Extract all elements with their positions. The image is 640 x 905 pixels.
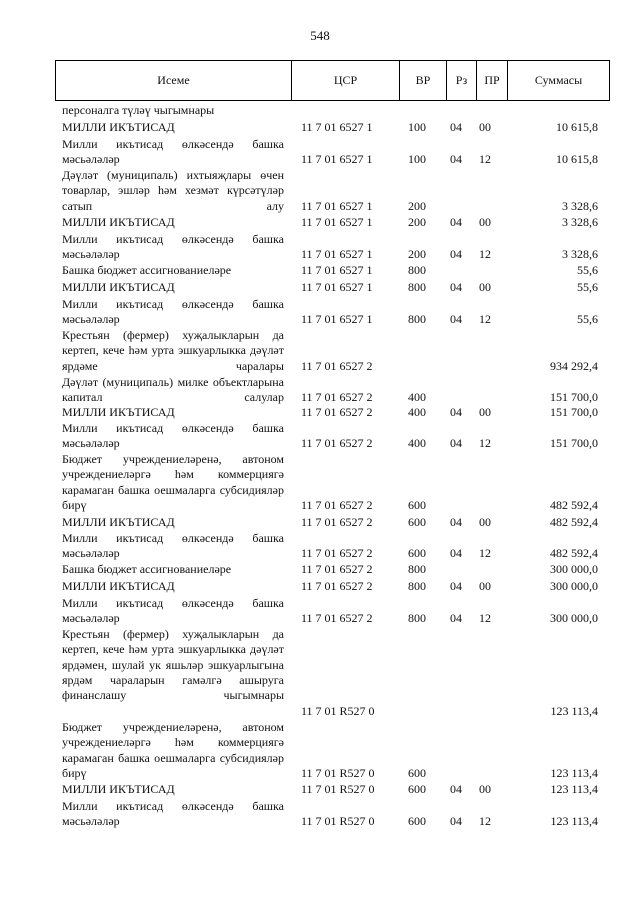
row-rz: 04	[450, 579, 462, 593]
row-name: Милли икътисад өлкәсендә башка мәсьәләләр	[62, 531, 284, 561]
table-row	[0, 375, 640, 406]
row-name: МИЛЛИ ИКЪТИСАД	[62, 515, 175, 529]
row-vr: 800	[408, 579, 426, 593]
table-row	[0, 562, 640, 577]
row-vr: 600	[408, 765, 426, 780]
row-vr: 400	[408, 405, 426, 419]
row-sum: 55,6	[577, 280, 598, 294]
table-row	[0, 515, 640, 530]
table-row	[0, 405, 640, 420]
row-pr: 12	[479, 247, 491, 262]
row-name: Крестьян (фермер) хуҗалыкларын да кертеп, кече һәм урта эшкуарлыкка дәүләт ярдәмен, шулай ук яшьләр эшкуарлыгына ярдәм чараларын гамәлгә ашыруга финанслашу чыгымнары	[62, 627, 284, 703]
table-row	[0, 232, 640, 263]
header-pr: ПР	[477, 61, 508, 100]
row-name: Милли икътисад өлкәсендә башка мәсьәләләр	[62, 232, 284, 262]
row-rz: 04	[450, 280, 462, 294]
table-row	[0, 799, 640, 830]
table-row	[0, 531, 640, 562]
row-pr: 12	[479, 814, 491, 829]
row-vr: 600	[408, 814, 426, 829]
row-name: МИЛЛИ ИКЪТИСАД	[62, 405, 175, 419]
row-csr: 11 7 01 6527 1	[301, 280, 373, 294]
row-csr: 11 7 01 6527 1	[301, 247, 373, 262]
row-vr: 600	[408, 782, 426, 796]
row-csr: 11 7 01 6527 1	[301, 198, 373, 213]
row-rz: 04	[450, 436, 462, 451]
row-sum: 3 328,6	[562, 198, 598, 213]
row-vr: 200	[408, 215, 426, 229]
row-csr: 11 7 01 6527 2	[301, 405, 373, 419]
row-sum: 482 592,4	[550, 515, 598, 529]
row-name: персоналга түләү чыгымнары	[62, 103, 215, 117]
row-sum: 3 328,6	[562, 247, 598, 262]
row-rz: 04	[450, 152, 462, 167]
row-sum: 300 000,0	[550, 579, 598, 593]
row-name: МИЛЛИ ИКЪТИСАД	[62, 280, 175, 294]
header-name: Исеме	[56, 61, 292, 100]
row-pr: 12	[479, 546, 491, 561]
header-rz: Рз	[447, 61, 477, 100]
row-rz: 04	[450, 247, 462, 262]
header-csr: ЦСР	[292, 61, 400, 100]
row-name: Башка бюджет ассигнованиеләре	[62, 263, 232, 277]
row-csr: 11 7 01 6527 2	[301, 562, 373, 576]
row-sum: 934 292,4	[550, 358, 598, 373]
row-sum: 10 615,8	[556, 152, 598, 167]
row-sum: 3 328,6	[562, 215, 598, 229]
row-sum: 55,6	[577, 263, 598, 277]
row-csr: 11 7 01 R527 0	[301, 765, 375, 780]
row-pr: 12	[479, 312, 491, 327]
row-name: Крестьян (фермер) хуҗалыкларын да кертеп, кече һәм урта эшкуарлыкка дәүләт ярдәме чаралары	[62, 328, 284, 373]
table-row	[0, 280, 640, 295]
table-row	[0, 328, 640, 374]
row-sum: 482 592,4	[550, 546, 598, 561]
row-pr: 00	[479, 280, 491, 294]
table-row	[0, 297, 640, 328]
header-vr: ВР	[400, 61, 447, 100]
row-pr: 00	[479, 579, 491, 593]
row-pr: 12	[479, 436, 491, 451]
row-pr: 00	[479, 515, 491, 529]
row-name: Милли икътисад өлкәсендә башка мәсьәләләр	[62, 421, 284, 451]
row-name: Милли икътисад өлкәсендә башка мәсьәләләр	[62, 137, 284, 167]
row-csr: 11 7 01 R527 0	[301, 703, 375, 718]
row-rz: 04	[450, 120, 462, 134]
row-sum: 123 113,4	[550, 782, 598, 796]
row-vr: 400	[408, 390, 426, 405]
table-row	[0, 120, 640, 135]
row-rz: 04	[450, 814, 462, 829]
table-row	[0, 168, 640, 214]
table-row	[0, 720, 640, 781]
row-sum: 10 615,8	[556, 120, 598, 134]
page-number: 548	[310, 28, 330, 43]
row-name: Башка бюджет ассигнованиеләре	[62, 562, 232, 576]
row-sum: 151 700,0	[550, 405, 598, 419]
row-vr: 200	[408, 247, 426, 262]
row-csr: 11 7 01 6527 1	[301, 120, 373, 134]
row-sum: 55,6	[577, 312, 598, 327]
row-vr: 100	[408, 120, 426, 134]
row-csr: 11 7 01 6527 2	[301, 611, 373, 626]
row-name: МИЛЛИ ИКЪТИСАД	[62, 782, 175, 796]
table-row	[0, 103, 640, 118]
row-name: МИЛЛИ ИКЪТИСАД	[62, 120, 175, 134]
row-rz: 04	[450, 405, 462, 419]
row-csr: 11 7 01 6527 2	[301, 515, 373, 529]
table-row	[0, 579, 640, 594]
row-csr: 11 7 01 6527 2	[301, 358, 373, 373]
table-row	[0, 782, 640, 797]
row-rz: 04	[450, 546, 462, 561]
table-row	[0, 137, 640, 168]
row-sum: 482 592,4	[550, 497, 598, 512]
row-pr: 12	[479, 611, 491, 626]
row-csr: 11 7 01 R527 0	[301, 782, 375, 796]
row-csr: 11 7 01 6527 1	[301, 312, 373, 327]
row-rz: 04	[450, 215, 462, 229]
row-csr: 11 7 01 6527 2	[301, 579, 373, 593]
table-header	[55, 60, 610, 101]
row-vr: 100	[408, 152, 426, 167]
header-sum: Суммасы	[534, 73, 583, 87]
row-name: Дәүләт (муниципаль) ихтыяҗлары өчен товарлар, эшләр һәм хезмәт күрсәтүләр сатып алу	[62, 168, 284, 213]
row-pr: 00	[479, 405, 491, 419]
row-name: Милли икътисад өлкәсендә башка мәсьәләләр	[62, 596, 284, 626]
row-sum: 123 113,4	[550, 814, 598, 829]
table-row	[0, 596, 640, 627]
row-rz: 04	[450, 782, 462, 796]
row-vr: 800	[408, 263, 426, 277]
row-vr: 800	[408, 611, 426, 626]
row-rz: 04	[450, 515, 462, 529]
row-name: Милли икътисад өлкәсендә башка мәсьәләләр	[62, 297, 284, 327]
row-vr: 600	[408, 546, 426, 561]
row-sum: 123 113,4	[550, 703, 598, 718]
row-sum: 151 700,0	[550, 436, 598, 451]
row-name: МИЛЛИ ИКЪТИСАД	[62, 215, 175, 229]
row-vr: 600	[408, 515, 426, 529]
row-csr: 11 7 01 6527 2	[301, 436, 373, 451]
row-vr: 800	[408, 312, 426, 327]
row-csr: 11 7 01 6527 1	[301, 152, 373, 167]
row-pr: 00	[479, 120, 491, 134]
row-vr: 200	[408, 198, 426, 213]
row-sum: 300 000,0	[550, 562, 598, 576]
row-name: Бюджет учреждениеләренә, автоном учреждениеләргә һәм коммерциягә карамаган башка оешмаларга субсидияләр бирү	[62, 452, 284, 512]
row-name: Дәүләт (муниципаль) милке объектларына капитал салулар	[62, 375, 284, 405]
row-csr: 11 7 01 R527 0	[301, 814, 375, 829]
table-row	[0, 263, 640, 278]
row-sum: 300 000,0	[550, 611, 598, 626]
row-vr: 600	[408, 497, 426, 512]
table-row	[0, 215, 640, 230]
row-pr: 00	[479, 215, 491, 229]
row-vr: 800	[408, 562, 426, 576]
table-row	[0, 627, 640, 719]
table-row	[0, 421, 640, 452]
row-pr: 00	[479, 782, 491, 796]
row-sum: 123 113,4	[550, 765, 598, 780]
row-pr: 12	[479, 152, 491, 167]
row-csr: 11 7 01 6527 1	[301, 215, 373, 229]
row-csr: 11 7 01 6527 2	[301, 497, 373, 512]
row-csr: 11 7 01 6527 2	[301, 546, 373, 561]
row-sum: 151 700,0	[550, 390, 598, 405]
row-vr: 800	[408, 280, 426, 294]
row-vr: 400	[408, 436, 426, 451]
row-name: Бюджет учреждениеләренә, автоном учреждениеләргә һәм коммерциягә карамаган башка оешмаларга субсидияләр бирү	[62, 720, 284, 780]
table-row	[0, 452, 640, 513]
row-name: Милли икътисад өлкәсендә башка мәсьәләләр	[62, 799, 284, 829]
row-rz: 04	[450, 312, 462, 327]
row-csr: 11 7 01 6527 2	[301, 390, 373, 405]
row-csr: 11 7 01 6527 1	[301, 263, 373, 277]
row-name: МИЛЛИ ИКЪТИСАД	[62, 579, 175, 593]
row-rz: 04	[450, 611, 462, 626]
